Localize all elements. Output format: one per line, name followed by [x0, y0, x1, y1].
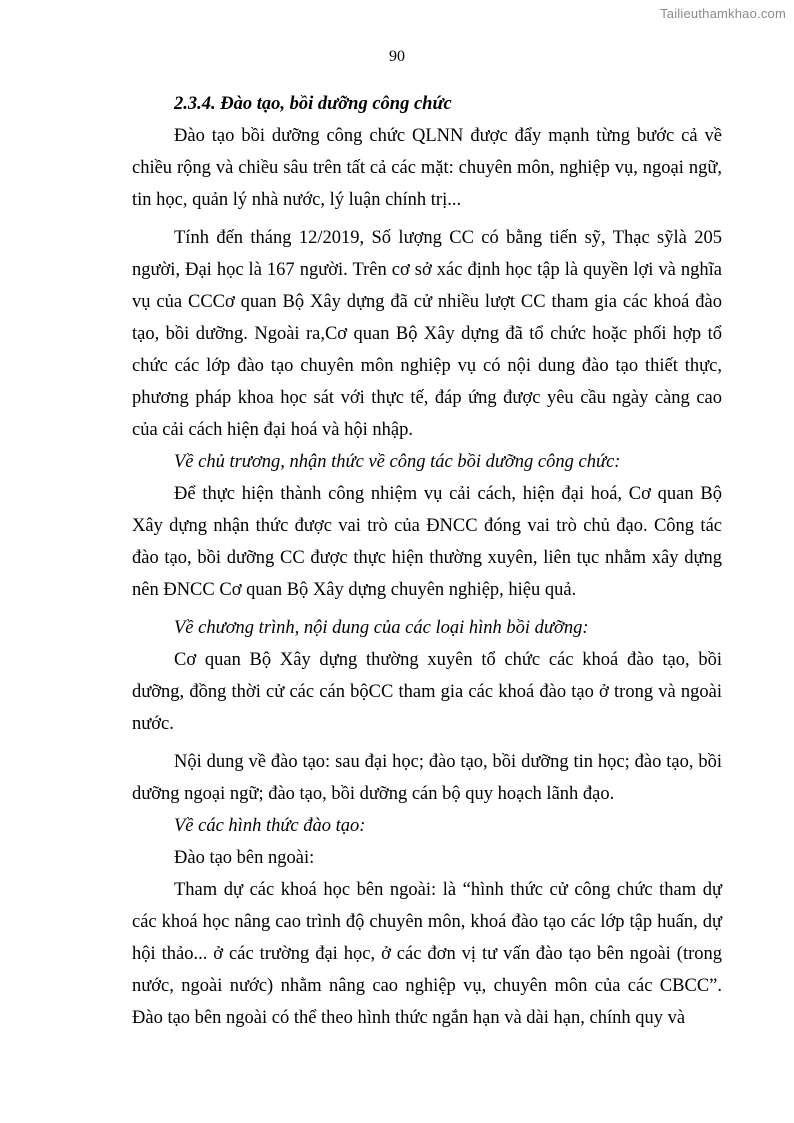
paragraph-statistics: Tính đến tháng 12/2019, Số lượng CC có bằng tiến sỹ, Thạc sỹlà 205 người, Đại học là 167 người. Trên cơ sở xác định học tập là quyền lợi và nghĩa vụ của CCCơ quan Bộ Xây dựng đã cử nhiều lượt CC tham gia các khoá đào tạo, bồi dưỡng. Ngoài ra,Cơ quan Bộ Xây dựng đã tổ chức hoặc phối hợp tổ chức các lớp đào tạo chuyên môn nghiệp vụ có nội dung đào tạo thiết thực, phương pháp khoa học sát với thực tế, đáp ứng được yêu cầu ngày càng cao của cải cách hiện đại hoá và hội nhập. [132, 228, 722, 440]
paragraph-external-training-label: Đào tạo bên ngoài: [174, 848, 315, 868]
paragraph-policy-awareness: Để thực hiện thành công nhiệm vụ cải cách, hiện đại hoá, Cơ quan Bộ Xây dựng nhận thức được vai trò của ĐNCC đóng vai trò chủ đạo. Công tác đào tạo, bồi dưỡng CC được thực hiện thường xuyên, liên tục nhằm xây dựng nên ĐNCC Cơ quan Bộ Xây dựng chuyên nghiệp, hiệu quả. [132, 484, 722, 600]
paragraph-overview: Đào tạo bồi dưỡng công chức QLNN được đẩy mạnh từng bước cả về chiều rộng và chiều sâu trên tất cả các mặt: chuyên môn, nghiệp vụ, ngoại ngữ, tin học, quản lý nhà nước, lý luận chính trị... [132, 126, 722, 210]
paragraph-external-training: Tham dự các khoá học bên ngoài: là “hình thức cử công chức tham dự các khoá học nâng cao trình độ chuyên môn, khoá đào tạo các lớp tập huấn, dự hội thảo... ở các trường đại học, ở các đơn vị tư vấn đào tạo bên ngoài (trong nước, ngoài nước) nhằm nâng cao nghiệp vụ, chuyên môn của các CBCC”. Đào tạo bên ngoài có thể theo hình thức ngắn hạn và dài hạn, chính quy và [132, 880, 722, 1028]
section-heading: 2.3.4. Đào tạo, bồi dưỡng công chức [174, 94, 452, 114]
subheading-program-content: Về chương trình, nội dung của các loại hình bồi dưỡng: [174, 618, 589, 638]
paragraph-training-content: Nội dung về đào tạo: sau đại học; đào tạo, bồi dưỡng tin học; đào tạo, bồi dưỡng ngoại ngữ; đào tạo, bồi dưỡng cán bộ quy hoạch lãnh đạo. [132, 752, 722, 804]
document-body [132, 88, 722, 1034]
subheading-policy-awareness: Về chủ trương, nhận thức về công tác bồi dưỡng công chức: [174, 452, 621, 472]
page-number: 90 [389, 48, 405, 65]
paragraph-program-content: Cơ quan Bộ Xây dựng thường xuyên tổ chức các khoá đào tạo, bồi dưỡng, đồng thời cử các cán bộCC tham gia các khoá đào tạo ở trong và ngoài nước. [132, 650, 722, 734]
subheading-training-forms: Về các hình thức đào tạo: [174, 816, 366, 836]
watermark-text: Tailieuthamkhao.com [660, 6, 786, 21]
